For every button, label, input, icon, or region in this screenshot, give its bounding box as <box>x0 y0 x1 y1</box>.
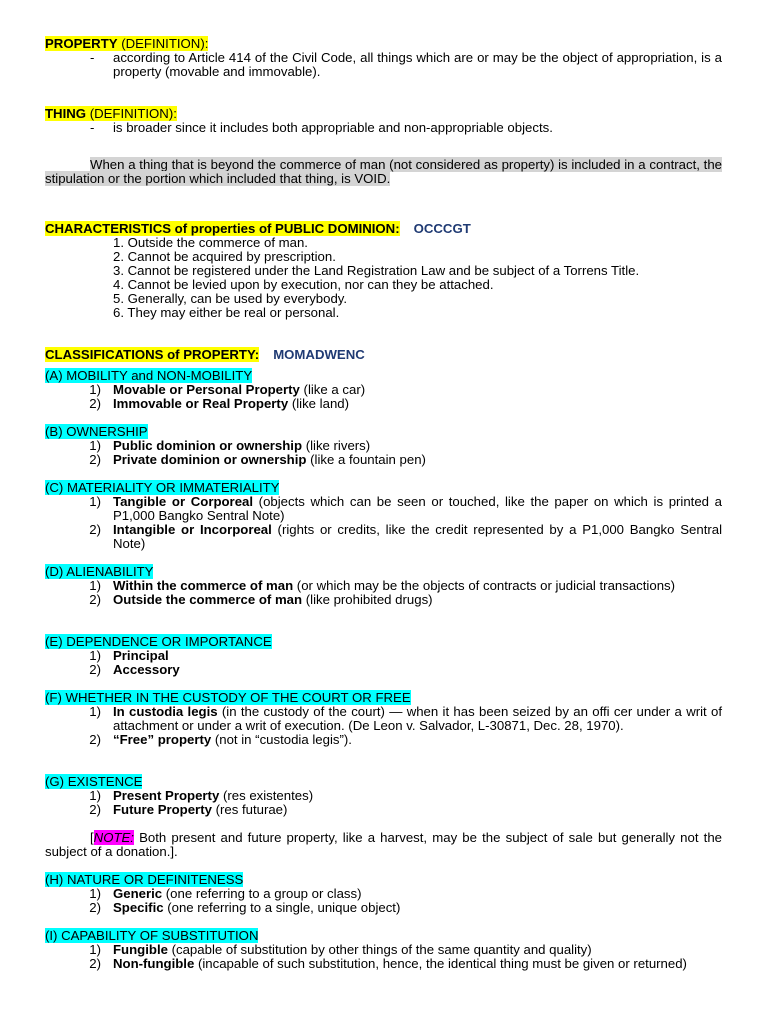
section-title: (B) OWNERSHIP <box>45 424 148 439</box>
list-item: 2) Future Property (res futurae) <box>89 802 288 817</box>
section-c <box>45 481 722 551</box>
section-b <box>45 425 722 467</box>
section-i <box>45 929 722 971</box>
list-item: 2) Outside the commerce of man (like prohibited drugs) <box>89 592 433 607</box>
section-title: (D) ALIENABILITY <box>45 564 154 579</box>
list-item: 2) Private dominion or ownership (like a fountain pen) <box>89 452 426 467</box>
list-item: 1) Public dominion or ownership (like rivers) <box>89 438 371 453</box>
section-title: (F) WHETHER IN THE CUSTODY OF THE COURT OR FREE <box>45 690 411 705</box>
section-h <box>45 873 722 915</box>
property-heading: PROPERTY (DEFINITION): <box>45 36 209 51</box>
classifications-heading: CLASSIFICATIONS of PROPERTY: MOMADWENC <box>45 347 365 362</box>
section-e <box>45 635 722 677</box>
document-page: PROPERTY (DEFINITION): - according to Article 414 of the Civil Code, all things which are or may be the object of appropriation, is a property (movable and immovable). THING (DEFINITION): - is broader since it includes both appropriable and non-appropriable objects. When a thing that is beyond the commerce of man (not considered as property) is included in a contract, the stipulation or the portion which included that thing, is VOID. CHARACTERISTICS of properties of PUBLIC DOMINION: OCCCGT 1. Outside the commerce of man. 2. Cannot be acquired by prescription. 3. Cannot be registered under the Land Registration Law and be subject of a Torrens Title. 4. Cannot be levied upon by execution, nor can they be attached. 5. Generally, can be used by everybody. 6. They may either be real or personal. CLASSIFICATIONS of PROPERTY: MOMADWENC (A) MOBILITY and NON-MOBILITY 1) Movable or Personal Property (like a car) 2) Immovable or Real Property (like land) (B) OWNERSHIP 1) Public dominion or ownership (like rivers) 2) Private dominion or ownership (like a fountain pen) (C) MATERIALITY OR IMMATERIALITY 1) Tangible or Corporeal (objects which can be seen or touched, like the paper on which is printed a P1,000 Bangko Sentral Note) 2) Intangible or Incorporeal (rights or credits, like the credit represented by a P1,000 Bangko Sentral Note) (D) ALIENABILITY 1) Within the commerce of man (or which may be the objects of contracts or judicial transactions) 2) Outside the commerce of man (like prohibited drugs) (E) DEPENDENCE OR IMPORTANCE 1) Principal 2) Accessory (F) WHETHER IN THE CUSTODY OF THE COURT OR FREE 1) In custodia legis (in the custody of the court) — when it has been seized by an offi cer under a writ of attachment or under a writ of execution. (De Leon v. Salvador, L-30871, Dec. 28, 1970). 2) “Free” property (not in “custodia legis”). (G) EXISTENCE 1) Present Property (res existentes) 2) Future Property (res futurae) [NOTE: Both present and future property, like a harvest, may be the subject of sale but generally not the subject of a donation.]. (H) NATURE OR DEFINITENESS 1) Generic (one referring to a group or class) 2) Specific (one referring to a single, unique object) (I) CAPABILITY OF SUBSTITUTION 1) Fungible (capable of substitution by other things of the same quantity and quality) 2) Non-fungible (incapable of such substitution, hence, the identical thing must be given or returned) <box>45 36 723 971</box>
list-item: 5. Generally, can be used by everybody. <box>113 291 348 306</box>
note-paragraph: [NOTE: Both present and future property, like a harvest, may be the subject of sale but generally not the subject of a donation.]. <box>45 830 722 859</box>
characteristics-acronym: OCCCGT <box>413 221 471 236</box>
section-title: (E) DEPENDENCE OR IMPORTANCE <box>45 634 272 649</box>
list-item: 2) Immovable or Real Property (like land) <box>89 396 350 411</box>
list-item: 2) Accessory <box>89 662 180 677</box>
list-item: 1) Generic (one referring to a group or class) <box>89 886 362 901</box>
list-item: 2. Cannot be acquired by prescription. <box>113 249 336 264</box>
section-f <box>45 691 722 747</box>
list-item: 3. Cannot be registered under the Land Registration Law and be subject of a Torrens Title. <box>113 263 640 278</box>
list-item: 1) Movable or Personal Property (like a car) <box>89 382 366 397</box>
list-item: 2) Intangible or Incorporeal (rights or credits, like the credit represented by a P1,000 Bangko Sentral Note) <box>89 522 723 551</box>
list-item: 4. Cannot be levied upon by execution, nor can they be attached. <box>113 277 494 292</box>
list-item: 2) Non-fungible (incapable of such substitution, hence, the identical thing must be given or returned) <box>89 956 687 971</box>
section-title: (A) MOBILITY and NON-MOBILITY <box>45 368 253 383</box>
list-item: 6. They may either be real or personal. <box>113 305 340 320</box>
list-item: 1) Fungible (capable of substitution by other things of the same quantity and quality) <box>89 942 592 957</box>
section-title: (G) EXISTENCE <box>45 774 143 789</box>
list-item: 1) Within the commerce of man (or which may be the objects of contracts or judicial transactions) <box>89 578 676 593</box>
void-note: When a thing that is beyond the commerce of man (not considered as property) is included in a contract, the stipulation or the portion which included that thing, is VOID. <box>45 157 722 186</box>
list-item: 1) Tangible or Corporeal (objects which can be seen or touched, like the paper on which is printed a P1,000 Bangko Sentral Note) <box>89 494 723 523</box>
list-item: 1) Present Property (res existentes) <box>89 788 314 803</box>
list-item: 2) Specific (one referring to a single, unique object) <box>89 900 401 915</box>
thing-heading: THING (DEFINITION): <box>45 106 177 121</box>
characteristics-list <box>45 236 722 320</box>
section-d <box>45 565 722 607</box>
list-item: 1. Outside the commerce of man. <box>113 235 308 250</box>
list-item: 1) Principal <box>89 648 169 663</box>
characteristics-heading: CHARACTERISTICS of properties of PUBLIC DOMINION: OCCCGT <box>45 221 471 236</box>
list-item: 1) In custodia legis (in the custody of the court) — when it has been seized by an offi cer under a writ of attachment or under a writ of execution. (De Leon v. Salvador, L-30871, Dec. 28, 1970). <box>89 704 722 733</box>
section-a <box>45 369 722 411</box>
note-label: NOTE: <box>93 830 134 845</box>
section-title: (I) CAPABILITY OF SUBSTITUTION <box>45 928 259 943</box>
classifications-acronym: MOMADWENC <box>273 347 365 362</box>
section-title: (H) NATURE OR DEFINITENESS <box>45 872 244 887</box>
section-title: (C) MATERIALITY OR IMMATERIALITY <box>45 480 280 495</box>
list-item: 2) “Free” property (not in “custodia legis”). <box>89 732 352 747</box>
section-g <box>45 775 722 817</box>
